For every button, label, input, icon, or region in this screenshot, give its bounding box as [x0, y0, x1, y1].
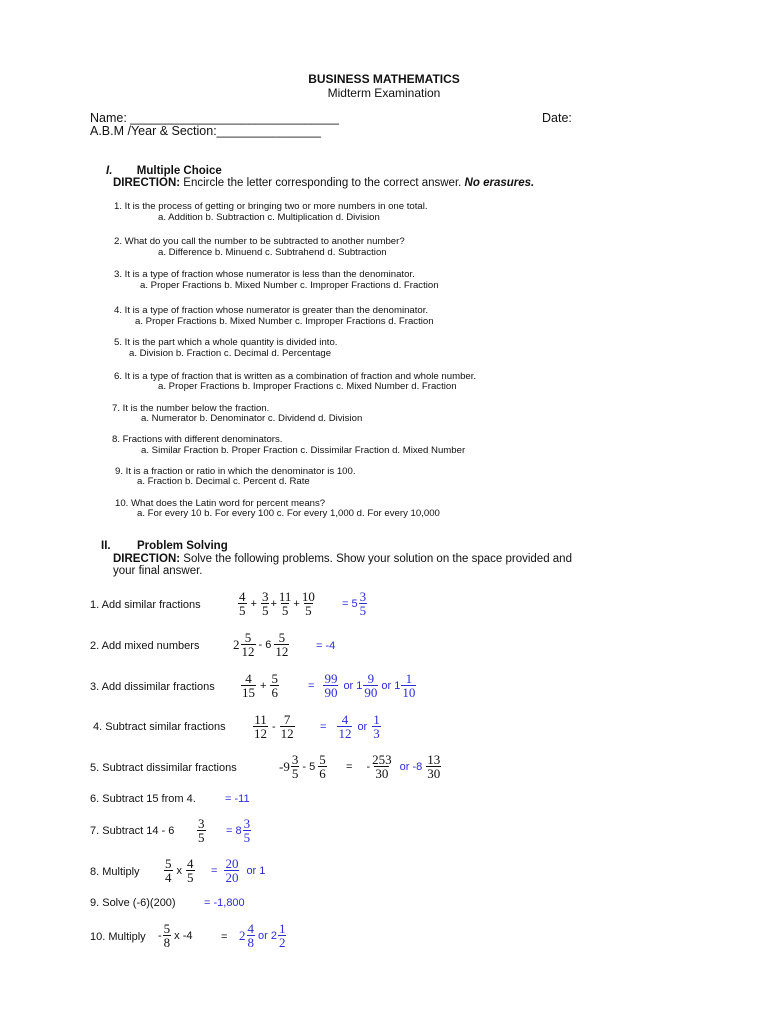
problem-6-label: 6. Subtract 15 from 4. [90, 793, 196, 805]
part2-direction [113, 553, 572, 565]
problem-7-expression: $\frac{3}{5}$ [198, 816, 205, 845]
question-4: 4. It is a type of fraction whose numerator is greater than the denominator. [114, 305, 429, 316]
problem-9-label: 9. Solve (-6)(200) [90, 897, 176, 909]
problem-3-answer: = $\frac{99}{90}$ or 1 $\frac{9}{90}$ or 1 $\frac{1}{10}$ [308, 671, 416, 700]
part2-direction-label: DIRECTION: [113, 553, 181, 565]
problem-3-expression: $\frac{4}{15}$ + $\frac{5}{6}$ [242, 671, 278, 700]
part1-direction [113, 177, 534, 189]
part1-title: Multiple Choice [136, 165, 222, 177]
exam-title: BUSINESS MATHEMATICS [308, 72, 460, 86]
problem-9-answer: = -1,800 [204, 897, 245, 909]
problem-10-expression: - $\frac{5}{8}$ x -4 [158, 921, 193, 950]
choices-9: a. Fraction b. Decimal c. Percent d. Rate [137, 476, 310, 487]
problem-3-label: 3. Add dissimilar fractions [90, 681, 215, 693]
question-1: 1. It is the process of getting or bringing two or more numbers in one total. [114, 201, 428, 212]
problem-2-label: 2. Add mixed numbers [90, 640, 200, 652]
question-3: 3. It is a type of fraction whose numerator is less than the denominator. [114, 269, 415, 280]
section-field: A.B.M /Year & Section:_______________ [90, 124, 321, 138]
problem-4-label: 4. Subtract similar fractions [93, 721, 226, 733]
name-field: Name: ______________________________ [90, 111, 339, 125]
choices-8: a. Similar Fraction b. Proper Fraction c. Dissimilar Fraction d. Mixed Number [141, 445, 466, 456]
part2-title: Problem Solving [137, 540, 228, 552]
part1-direction-emph: No erasures. [464, 177, 535, 189]
date-field: Date: [542, 111, 572, 125]
question-8: 8. Fractions with different denominators. [112, 434, 283, 445]
problem-5-label: 5. Subtract dissimilar fractions [90, 762, 237, 774]
problem-10-equals: = [221, 931, 228, 943]
problem-8-answer: = $\frac{20}{20}$ or 1 [211, 856, 266, 885]
choices-5: a. Division b. Fraction c. Decimal d. Percentage [129, 348, 332, 359]
problem-7-answer: = 8 $\frac{3}{5}$ [226, 816, 251, 845]
part2-direction-text: Solve the following problems. Show your solution on the space provided and [180, 553, 572, 565]
question-9: 9. It is a fraction or ratio in which the denominator is 100. [115, 466, 356, 477]
question-7: 7. It is the number below the fraction. [112, 403, 270, 414]
problem-2-expression: 2 $\frac{5}{12}$ - 6 $\frac{5}{12}$ [233, 630, 289, 659]
problem-4-answer: = $\frac{4}{12}$ or $\frac{1}{3}$ [320, 712, 380, 741]
question-6: 6. It is a type of fraction that is written as a combination of fraction and whole number. [114, 371, 477, 382]
choices-3: a. Proper Fractions b. Mixed Number c. Improper Fractions d. Fraction [140, 280, 439, 291]
part2-numeral: II. [101, 540, 111, 552]
problem-5-answer: = - $\frac{253}{30}$ or -8 $\frac{13}{30}$ [346, 752, 441, 781]
question-10: 10. What does the Latin word for percent means? [115, 498, 326, 509]
question-5: 5. It is the part which a whole quantity is divided into. [114, 337, 338, 348]
problem-1-label: 1. Add similar fractions [90, 599, 201, 611]
problem-6-answer: = -11 [225, 793, 250, 805]
problem-8-expression: $\frac{5}{4}$ x $\frac{4}{5}$ [165, 856, 194, 885]
choices-2: a. Difference b. Minuend c. Subtrahend d. Subtraction [158, 247, 387, 258]
choices-6: a. Proper Fractions b. Improper Fractions c. Mixed Number d. Fraction [158, 381, 457, 392]
choices-4: a. Proper Fractions b. Mixed Number c. Improper Fractions d. Fraction [135, 316, 434, 327]
exam-subtitle: Midterm Examination [327, 86, 441, 100]
problem-2-answer: = -4 [316, 640, 336, 652]
problem-10-answer: 2 $\frac{4}{8}$ or 2 $\frac{1}{2}$ [239, 921, 286, 950]
question-2: 2. What do you call the number to be subtracted to another number? [114, 236, 405, 247]
part1-direction-label: DIRECTION: [113, 177, 181, 189]
choices-7: a. Numerator b. Denominator c. Dividend d. Division [141, 413, 363, 424]
part2-direction-line2: your final answer. [113, 565, 203, 577]
problem-10-label: 10. Multiply [90, 931, 146, 943]
part1-numeral: I. [106, 165, 113, 177]
problem-1-expression: $\frac{4}{5}$ + $\frac{3}{5}$ + $\frac{11}{5}$ + $\frac{10}{5}$ [239, 589, 315, 618]
choices-1: a. Addition b. Subtraction c. Multiplication d. Division [158, 212, 380, 223]
problem-7-label: 7. Subtract 14 - 6 [90, 825, 175, 837]
problem-1-answer: = 5 $\frac{3}{5}$ [342, 589, 367, 618]
choices-10: a. For every 10 b. For every 100 c. For every 1,000 d. For every 10,000 [137, 508, 440, 519]
problem-4-expression: $\frac{11}{12}$ - $\frac{7}{12}$ [254, 712, 294, 741]
part1-direction-text: Encircle the letter corresponding to the correct answer. [180, 177, 465, 189]
problem-8-label: 8. Multiply [90, 866, 140, 878]
problem-5-expression: -9 $\frac{3}{5}$ - 5 $\frac{5}{6}$ [279, 752, 326, 781]
